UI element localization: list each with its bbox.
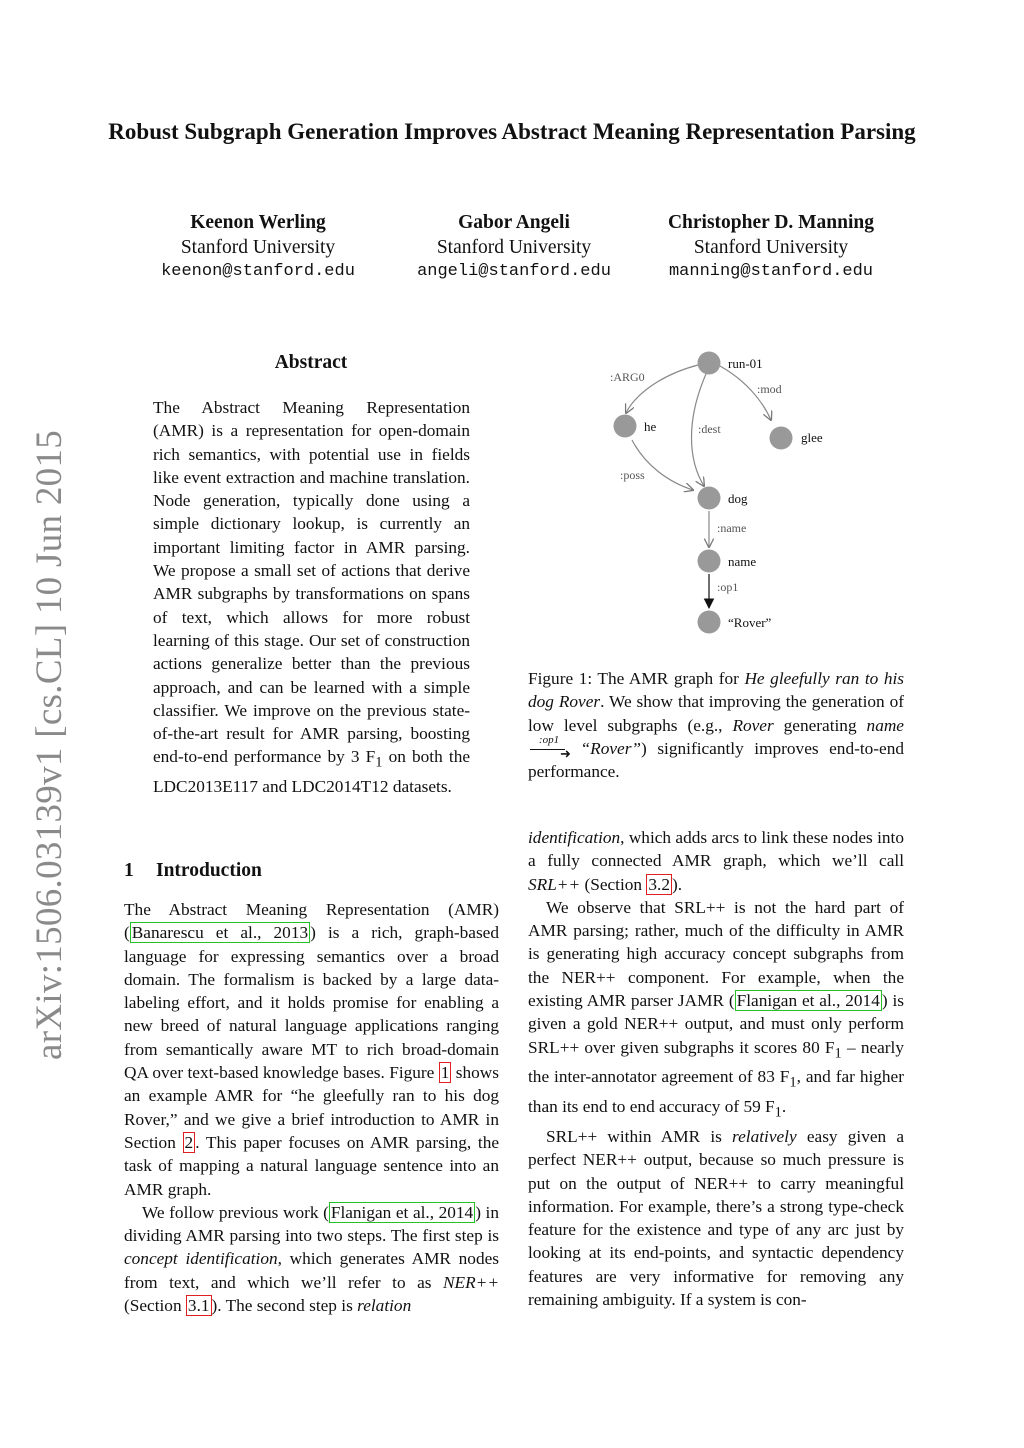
amr-graph-figure: [590, 340, 850, 640]
figure-caption: Figure 1: The AMR graph for He gleefully ran to his dog Rover. We show that improving the generation of low level subgraphs (e.g., Rover generating name :op1 ➜ “Rover”) significantly improves end-to-end performance.: [528, 669, 904, 782]
section-number: 1: [124, 860, 134, 881]
arxiv-identifier: arXiv:1506.03139v1 [cs.CL] 10 Jun 2015: [29, 429, 70, 1060]
graph-node: [614, 415, 637, 438]
section-title: Introduction: [156, 860, 262, 881]
edge-label: :dest: [698, 422, 721, 436]
labeled-arrow: :op1 ➜: [528, 738, 570, 756]
node-label: dog: [728, 491, 748, 506]
intro-body: [124, 898, 499, 1317]
edge-label: :name: [717, 521, 747, 535]
author-affiliation: Stanford University: [693, 236, 849, 258]
node-label: name: [728, 554, 757, 569]
citation-link[interactable]: Banarescu et al., 2013: [131, 923, 309, 943]
paragraph: SRL++ within AMR is relatively easy given a perfect NER++ output, because so much pressure is put on the output of NER++ to carry meaningful information. For example, there’s a strong type-check feature for the existence and type of any arc just by looking at its end-points, and syntactic dependency features are very informative for removing any remaining ambiguity. If a system is con-: [528, 1126, 905, 1309]
abstract-text-end: on both the LDC2013E117 and LDC2014T12 datasets.: [153, 747, 471, 797]
graph-node: [770, 427, 793, 450]
edge-label: :mod: [757, 382, 782, 396]
node-label: he: [644, 419, 657, 434]
author-block: [384, 211, 644, 285]
section-ref-link[interactable]: 3.2: [648, 874, 670, 894]
author-email[interactable]: angeli@stanford.edu: [417, 262, 611, 281]
abstract-body: [153, 396, 470, 799]
author-block: [128, 211, 388, 285]
author-name: Keenon Werling: [190, 212, 326, 233]
paragraph: The Abstract Meaning Representation (AMR) ( Banarescu et al., 2013 ) is a rich, graph-based language for expressing semantics over a broad domain. The formalism is backed by a large data-labeling effort, and it holds promise for enabling a new breed of natural language applications ranging from semantically aware MT to rich broad-domain QA over text-based knowledge bases. Figure 1 shows an example AMR for “he gleefully ran to his dog Rover,” and we give a brief introduction to AMR in Section 2 . This paper focuses on AMR parsing, the task of mapping a natural language sentence into an AMR graph.: [124, 900, 500, 1199]
graph-edge: [632, 440, 693, 490]
graph-node: [698, 352, 721, 375]
author-email[interactable]: manning@stanford.edu: [668, 262, 874, 281]
edge-label: :ARG0: [610, 370, 645, 384]
abstract-text: The Abstract Meaning Representation (AMR) is a representation for open-domain rich semantics, with potential use in fields like event extraction and machine translation. Node generation, typically done using a simple dictionary lookup, is currently an important limiting factor in AMR parsing. We propose a small set of actions that derive AMR subgraphs by transformations on spans of text, which allows for more robust learning of this stage. Our set of construction actions generalize better than the previous approach, and can be learned with a simple classifier. We improve on the previous state-of-the-art result for AMR parsing, boosting end-to-end performance by 3 F: [153, 398, 470, 767]
author-name: Gabor Angeli: [458, 212, 570, 233]
edge-label: :op1: [717, 580, 739, 594]
edge-label: :poss: [620, 468, 645, 482]
paragraph: We observe that SRL++ is not the hard part of AMR parsing; rather, much of the difficulty in AMR is generating high accuracy concept subgraphs from the NER++ component. For example, when the existing AMR parser JAMR ( Flanigan et al., 2014 ) is given a gold NER++ output, and must only perform SRL++ over given subgraphs it scores 80 $F_1$ – nearly the inter-annotator agreement of 83 $F_1$, and far higher than its end to end accuracy of 59 $F_1$.: [528, 897, 904, 1121]
author-name: Christopher D. Manning: [667, 212, 875, 233]
citation-link[interactable]: Flanigan et al., 2014: [330, 1202, 474, 1222]
paragraph: identification, which adds arcs to link these nodes into a fully connected AMR graph, which we’ll call SRL++ (Section 3.2 ).: [528, 828, 904, 894]
graph-node: [698, 611, 721, 634]
right-column-body: [528, 826, 904, 1311]
citation-link[interactable]: Flanigan et al., 2014: [736, 991, 880, 1011]
graph-node: [698, 487, 721, 510]
author-block: [641, 211, 901, 285]
node-label: “Rover”: [728, 615, 772, 630]
paper-title: Robust Subgraph Generation Improves Abstract Meaning Representation Parsing: [108, 119, 916, 144]
section-ref-link[interactable]: 2: [184, 1132, 194, 1152]
figure-ref-link[interactable]: 1: [440, 1063, 450, 1083]
graph-node: [698, 550, 721, 573]
node-label: run-01: [728, 356, 763, 371]
subscript: 1: [375, 754, 383, 771]
author-affiliation: Stanford University: [436, 236, 592, 258]
abstract-heading: Abstract: [274, 352, 348, 373]
node-label: glee: [801, 430, 823, 445]
paragraph: We follow previous work ( Flanigan et al., 2014 ) in dividing AMR parsing into two steps. The first step is concept identification, which generates AMR nodes from text, and which we’ll refer to as NER++ (Section 3.1 ). The second step is relation: [124, 1202, 499, 1316]
author-affiliation: Stanford University: [180, 236, 336, 258]
author-email[interactable]: keenon@stanford.edu: [161, 262, 355, 281]
section-heading: [124, 860, 262, 882]
section-ref-link[interactable]: 3.1: [187, 1296, 210, 1316]
